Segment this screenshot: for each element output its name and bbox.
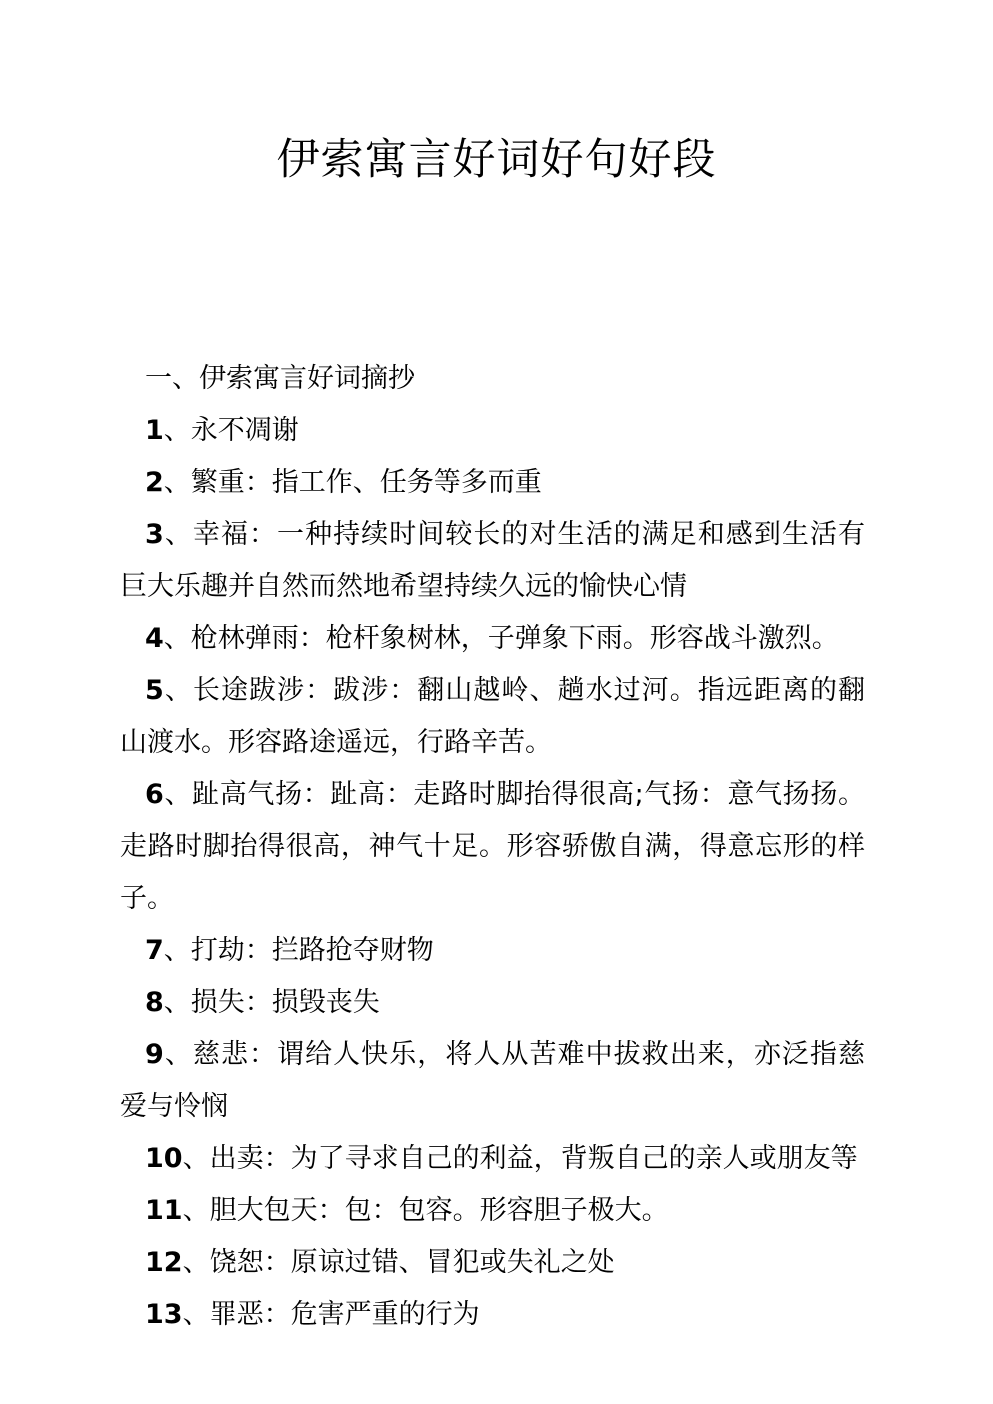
entry-number: 9 bbox=[145, 1039, 164, 1070]
entry-4 bbox=[120, 613, 865, 665]
entry-number: 6 bbox=[145, 779, 164, 810]
entry-number: 4 bbox=[145, 623, 164, 654]
entry-text: 、繁重：指工作、任务等多而重 bbox=[163, 467, 542, 498]
entry-number: 13 bbox=[145, 1299, 183, 1330]
entry-12 bbox=[120, 1237, 865, 1289]
entry-3 bbox=[120, 509, 865, 613]
entry-text: 、长途跋涉：跋涉：翻山越岭、趟水过河。指远距离的翻山渡水。形容路途遥远，行路辛苦。 bbox=[120, 675, 865, 758]
entry-number: 1 bbox=[145, 415, 164, 446]
entry-text: 、出卖：为了寻求自己的利益，背叛自己的亲人或朋友等 bbox=[182, 1143, 858, 1174]
entry-text: 、趾高气扬：趾高：走路时脚抬得很高;气扬：意气扬扬。走路时脚抬得很高，神气十足。形容骄傲自满，得意忘形的样子。 bbox=[120, 779, 865, 914]
entry-2 bbox=[120, 457, 865, 509]
entry-5 bbox=[120, 665, 865, 769]
entry-1 bbox=[120, 405, 865, 457]
entry-number: 10 bbox=[145, 1143, 183, 1174]
entry-text: 、胆大包天：包：包容。形容胆子极大。 bbox=[182, 1195, 669, 1226]
entry-text: 、饶恕：原谅过错、冒犯或失礼之处 bbox=[182, 1247, 615, 1278]
entry-number: 7 bbox=[145, 935, 164, 966]
entry-text: 、幸福：一种持续时间较长的对生活的满足和感到生活有巨大乐趣并自然而然地希望持续久远的愉快心情 bbox=[120, 519, 865, 602]
entry-text: 、损失：损毁丧失 bbox=[163, 987, 380, 1018]
document-body bbox=[120, 353, 865, 1341]
entry-8 bbox=[120, 977, 865, 1029]
entry-number: 3 bbox=[145, 519, 164, 550]
entry-number: 11 bbox=[145, 1195, 183, 1226]
entry-text: 、枪林弹雨：枪杆象树林，子弹象下雨。形容战斗激烈。 bbox=[163, 623, 839, 654]
entry-7 bbox=[120, 925, 865, 977]
entry-6 bbox=[120, 769, 865, 925]
entry-13 bbox=[120, 1289, 865, 1341]
entry-text: 、罪恶：危害严重的行为 bbox=[182, 1299, 480, 1330]
entry-10 bbox=[120, 1133, 865, 1185]
entry-number: 8 bbox=[145, 987, 164, 1018]
document-title: 伊索寓言好词好句好段 bbox=[276, 135, 717, 185]
entry-number: 2 bbox=[145, 467, 164, 498]
entry-number: 5 bbox=[145, 675, 164, 706]
entry-text: 、永不凋谢 bbox=[163, 415, 299, 446]
entry-9 bbox=[120, 1029, 865, 1133]
entry-text: 、打劫：拦路抢夺财物 bbox=[163, 935, 434, 966]
entry-11 bbox=[120, 1185, 865, 1237]
entry-number: 12 bbox=[145, 1247, 183, 1278]
entry-text: 、慈悲：谓给人快乐，将人从苦难中拔救出来，亦泛指慈爱与怜悯 bbox=[120, 1039, 865, 1122]
section-heading: 一、伊索寓言好词摘抄 bbox=[145, 363, 415, 394]
